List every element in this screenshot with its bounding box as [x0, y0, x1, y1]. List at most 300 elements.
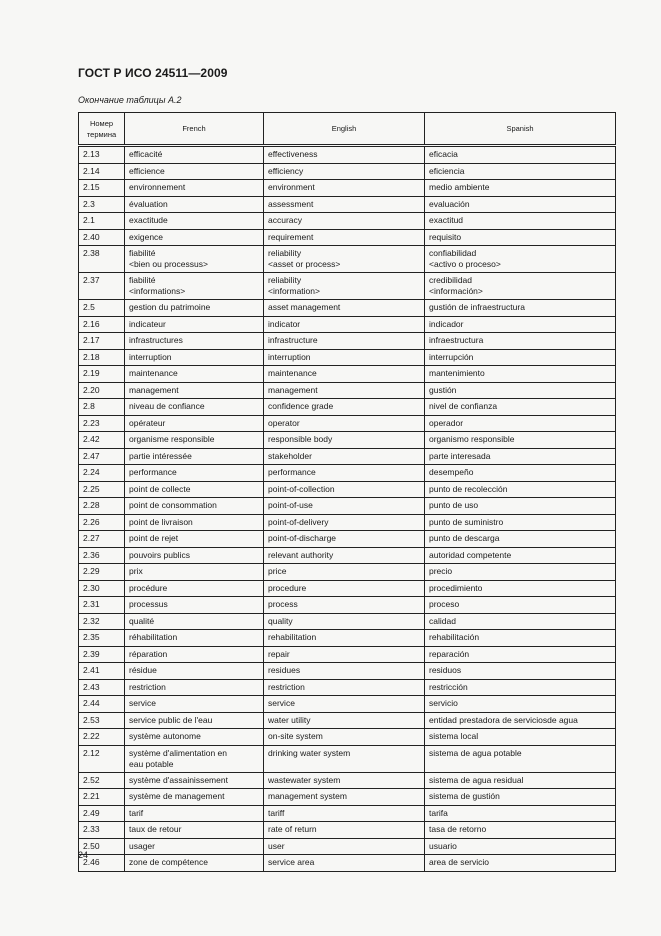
french-term-cell [125, 415, 264, 432]
spanish-term-cell-text: entidad prestadora de serviciosde agua [429, 714, 578, 725]
spanish-term-cell-text: evaluación [429, 198, 470, 209]
term-number-cell-text: 2.50 [83, 840, 100, 851]
french-term-cell-text: processus [129, 599, 168, 609]
term-number-cell [79, 531, 125, 548]
french-term-cell-text: point de livraison [129, 516, 193, 527]
english-term-cell [264, 547, 425, 564]
french-term-cell [125, 366, 264, 383]
french-term-cell-text: point de rejet [129, 533, 179, 543]
french-term-cell [125, 246, 264, 273]
term-number-cell [79, 498, 125, 515]
french-term-cell [125, 333, 264, 350]
french-term-cell [125, 180, 264, 197]
english-term-cell-text: service area [268, 857, 315, 867]
spanish-term-cell [425, 498, 616, 515]
french-term-cell-text: niveau de confiance [129, 401, 205, 411]
term-number-cell-text: 2.39 [83, 648, 100, 659]
english-term-cell-text: interruption [268, 351, 311, 362]
spanish-term-cell-text: punto de uso [429, 500, 479, 510]
term-number-cell [79, 679, 125, 696]
term-number-cell-text: 2.12 [83, 747, 100, 758]
french-term-cell-text: procédure [129, 582, 168, 593]
table-row [79, 382, 616, 399]
french-term-cell-text: système autonome [129, 731, 201, 741]
english-term-cell [264, 229, 425, 246]
term-number-cell-text: 2.35 [83, 632, 100, 642]
spanish-term-cell-text: confiabilidad [429, 248, 477, 258]
term-number-cell [79, 246, 125, 273]
french-term-cell-text: indicateur [129, 318, 166, 329]
english-term-cell-text: process [268, 599, 298, 609]
spanish-term-cell-text: usuario [429, 840, 457, 851]
english-term-cell [264, 855, 425, 872]
term-number-cell-text: 2.47 [83, 450, 100, 461]
table-row [79, 838, 616, 855]
spanish-term-cell-text: punto de suministro [429, 516, 504, 527]
term-number-cell-text: 2.19 [83, 368, 100, 378]
spanish-term-cell [425, 613, 616, 630]
term-number-cell [79, 180, 125, 197]
term-number-cell [79, 696, 125, 713]
french-term-cell-text: résidue [129, 665, 157, 675]
french-term-cell [125, 789, 264, 806]
english-term-cell [264, 696, 425, 713]
english-term-cell-text: service [268, 698, 295, 708]
term-number-cell-text: 2.25 [83, 483, 100, 494]
spanish-term-cell [425, 745, 616, 772]
french-term-cell [125, 630, 264, 647]
french-term-cell [125, 316, 264, 333]
english-term-cell [264, 246, 425, 273]
english-term-cell-text: relevant authority [268, 549, 334, 560]
table-row [79, 316, 616, 333]
french-term-cell [125, 481, 264, 498]
spanish-term-cell [425, 229, 616, 246]
french-term-cell-text: efficience [129, 165, 165, 176]
term-number-cell-text: 2.8 [83, 401, 95, 411]
english-term-cell [264, 448, 425, 465]
term-number-cell [79, 712, 125, 729]
spanish-term-cell [425, 300, 616, 317]
spanish-term-cell [425, 273, 616, 300]
english-term-cell-text: residues [268, 665, 301, 675]
english-term-cell-text: drinking water system [268, 747, 351, 758]
english-term-cell [264, 366, 425, 383]
french-term-cell-text: interruption [129, 351, 172, 362]
english-term-cell [264, 613, 425, 630]
french-term-cell [125, 531, 264, 548]
spanish-term-cell-text: nivel de confianza [429, 401, 498, 411]
table-row [79, 196, 616, 213]
spanish-term-cell [425, 415, 616, 432]
term-number-cell [79, 448, 125, 465]
term-number-cell-text: 2.46 [83, 857, 100, 867]
term-number-cell-text: 2.52 [83, 774, 100, 785]
spanish-term-cell-text: operador [429, 417, 464, 428]
spanish-term-cell [425, 597, 616, 614]
spanish-term-cell [425, 196, 616, 213]
spanish-term-cell-text: restricción [429, 681, 468, 692]
english-term-cell [264, 514, 425, 531]
spanish-term-cell [425, 663, 616, 680]
spanish-term-cell-text: requisito [429, 231, 462, 242]
french-term-cell [125, 838, 264, 855]
french-term-cell [125, 597, 264, 614]
spanish-term-cell-text: eficacia [429, 149, 458, 159]
english-term-cell [264, 415, 425, 432]
english-term-cell [264, 163, 425, 180]
term-number-cell [79, 580, 125, 597]
french-term-cell-text: prix [129, 566, 143, 576]
english-term-cell-text: reliability [268, 275, 302, 285]
english-term-cell-text: asset management [268, 302, 341, 312]
french-term-cell [125, 382, 264, 399]
spanish-term-cell [425, 246, 616, 273]
spanish-term-cell-text: sistema de agua residual [429, 774, 524, 785]
french-term-cell [125, 547, 264, 564]
term-number-cell [79, 564, 125, 581]
spanish-term-cell [425, 465, 616, 482]
spanish-term-cell [425, 382, 616, 399]
term-number-cell [79, 273, 125, 300]
spanish-term-cell-text: reparación [429, 648, 470, 659]
spanish-term-cell-text: sistema de gustión [429, 791, 500, 801]
term-number-cell-text: 2.26 [83, 516, 100, 527]
french-term-cell [125, 300, 264, 317]
spanish-term-cell [425, 772, 616, 789]
spanish-term-cell [425, 481, 616, 498]
term-number-cell [79, 745, 125, 772]
french-term-cell-text: service public de l'eau [129, 714, 213, 725]
table-row [79, 399, 616, 416]
term-number-cell [79, 514, 125, 531]
english-term-cell [264, 498, 425, 515]
term-number-cell-text: 2.38 [83, 248, 100, 258]
spanish-term-cell [425, 805, 616, 822]
english-term-cell [264, 146, 425, 164]
french-term-cell-text: fiabilité [129, 275, 156, 285]
english-term-cell [264, 580, 425, 597]
term-number-cell-text: 2.49 [83, 807, 100, 818]
english-term-cell [264, 772, 425, 789]
table-row [79, 432, 616, 449]
english-term-cell [264, 465, 425, 482]
table-row [79, 772, 616, 789]
spanish-term-cell-text: tarifa [429, 807, 448, 818]
column-header-french: French [125, 113, 264, 146]
term-number-cell-text: 2.29 [83, 566, 100, 576]
term-number-cell [79, 213, 125, 230]
english-term-cell-text: responsible body [268, 434, 333, 444]
spanish-term-cell-text: infraestructura [429, 335, 484, 345]
term-number-cell-text: 2.40 [83, 231, 100, 242]
french-term-cell-text: taux de retour [129, 824, 182, 834]
french-term-cell-text: pouvoirs publics [129, 549, 190, 560]
page-number: 24 [78, 850, 89, 860]
english-term-cell-text: management system [268, 791, 347, 801]
english-term-cell-text: accuracy [268, 215, 303, 225]
term-number-cell-text: 2.27 [83, 533, 100, 543]
term-number-cell [79, 729, 125, 746]
term-number-cell-text: 2.1 [83, 215, 95, 225]
english-term-cell [264, 382, 425, 399]
french-term-cell [125, 646, 264, 663]
english-term-cell-text: environment [268, 182, 315, 192]
table-row [79, 646, 616, 663]
spanish-term-cell-text: precio [429, 566, 453, 576]
french-term-cell-text: système d'assainissement [129, 774, 228, 785]
spanish-term-cell [425, 349, 616, 366]
english-term-cell [264, 399, 425, 416]
term-number-cell [79, 300, 125, 317]
spanish-term-cell-text: gustión [429, 384, 457, 395]
table-row [79, 180, 616, 197]
english-term-cell-text: restriction [268, 681, 305, 692]
english-term-cell-text: requirement [268, 231, 314, 242]
english-term-cell [264, 333, 425, 350]
french-term-cell-qualifier: <bien ou processus> [129, 259, 208, 269]
english-term-cell [264, 630, 425, 647]
french-term-cell-text: service [129, 698, 156, 708]
column-header-english: English [264, 113, 425, 146]
table-row [79, 547, 616, 564]
spanish-term-cell-text: indicador [429, 318, 464, 329]
english-term-cell-qualifier: <asset or process> [268, 259, 341, 269]
term-number-cell-text: 2.20 [83, 384, 100, 395]
english-term-cell-qualifier: <information> [268, 286, 320, 296]
french-term-cell [125, 514, 264, 531]
term-number-cell [79, 789, 125, 806]
spanish-term-cell-text: autoridad competente [429, 549, 512, 560]
french-term-cell [125, 213, 264, 230]
table-header-row [79, 113, 616, 146]
term-number-cell [79, 481, 125, 498]
english-term-cell-text: infrastructure [268, 335, 318, 345]
english-term-cell-text: point-of-collection [268, 483, 335, 494]
spanish-term-cell [425, 822, 616, 839]
french-term-cell-text: performance [129, 467, 177, 477]
table-row [79, 246, 616, 273]
term-number-cell [79, 415, 125, 432]
english-term-cell [264, 646, 425, 663]
term-number-cell-text: 2.18 [83, 351, 100, 362]
english-term-cell-text: wastewater system [268, 774, 341, 785]
spanish-term-cell [425, 646, 616, 663]
spanish-term-cell [425, 564, 616, 581]
french-term-cell [125, 229, 264, 246]
french-term-cell [125, 663, 264, 680]
spanish-term-cell [425, 855, 616, 872]
spanish-term-cell [425, 580, 616, 597]
term-number-cell [79, 382, 125, 399]
spanish-term-cell-text: eficiencia [429, 165, 465, 176]
table-row [79, 630, 616, 647]
english-term-cell-text: effectiveness [268, 149, 318, 159]
english-term-cell [264, 679, 425, 696]
french-term-cell-text: gestion du patrimoine [129, 302, 211, 312]
term-number-cell-text: 2.28 [83, 500, 100, 510]
french-term-cell [125, 696, 264, 713]
term-number-cell [79, 229, 125, 246]
spanish-term-cell [425, 213, 616, 230]
table-row [79, 597, 616, 614]
term-number-cell [79, 399, 125, 416]
english-term-cell-text: operator [268, 417, 300, 428]
spanish-term-cell-text: residuos [429, 665, 462, 675]
english-term-cell [264, 432, 425, 449]
term-number-cell-text: 2.22 [83, 731, 100, 741]
french-term-cell [125, 273, 264, 300]
french-term-cell [125, 772, 264, 789]
english-term-cell-text: rate of return [268, 824, 317, 834]
english-term-cell-text: efficiency [268, 165, 304, 176]
table-row [79, 613, 616, 630]
table-row [79, 465, 616, 482]
french-term-cell-text: réparation [129, 648, 168, 659]
spanish-term-cell [425, 838, 616, 855]
spanish-term-cell-text: punto de recolección [429, 483, 508, 494]
french-term-cell-text: point de consommation [129, 500, 217, 510]
term-number-cell-text: 2.41 [83, 665, 100, 675]
spanish-term-cell [425, 696, 616, 713]
term-number-cell [79, 822, 125, 839]
term-number-cell [79, 432, 125, 449]
french-term-cell [125, 805, 264, 822]
column-header-spanish: Spanish [425, 113, 616, 146]
table-row [79, 213, 616, 230]
english-term-cell-text: performance [268, 467, 316, 477]
english-term-cell [264, 273, 425, 300]
english-term-cell-text: repair [268, 648, 290, 659]
table-row [79, 663, 616, 680]
english-term-cell-text: management [268, 384, 318, 395]
french-term-cell [125, 729, 264, 746]
french-term-cell-text: environnement [129, 182, 186, 192]
english-term-cell [264, 745, 425, 772]
spanish-term-cell [425, 630, 616, 647]
french-term-cell-qualifier: eau potable [129, 758, 174, 769]
term-number-cell-text: 2.43 [83, 681, 100, 692]
table-row [79, 855, 616, 872]
table-row [79, 745, 616, 772]
spanish-term-cell [425, 366, 616, 383]
english-term-cell [264, 838, 425, 855]
term-number-cell-text: 2.37 [83, 275, 100, 285]
french-term-cell [125, 855, 264, 872]
spanish-term-cell [425, 180, 616, 197]
english-term-cell-text: procedure [268, 582, 307, 593]
english-term-cell-text: confidence grade [268, 401, 334, 411]
spanish-term-cell-text: procedimiento [429, 582, 483, 593]
table-row [79, 564, 616, 581]
english-term-cell-text: reliability [268, 248, 302, 258]
french-term-cell-text: management [129, 384, 179, 395]
term-number-cell-text: 2.13 [83, 149, 100, 159]
table-row [79, 580, 616, 597]
table-row [79, 822, 616, 839]
table-row [79, 729, 616, 746]
english-term-cell [264, 663, 425, 680]
table-row [79, 146, 616, 164]
term-number-cell [79, 366, 125, 383]
spanish-term-cell [425, 432, 616, 449]
term-number-cell-text: 2.32 [83, 615, 100, 626]
spanish-term-cell-text: punto de descarga [429, 533, 500, 543]
french-term-cell [125, 580, 264, 597]
spanish-term-cell-text: credibilidad [429, 275, 472, 285]
french-term-cell [125, 432, 264, 449]
french-term-cell-text: système de management [129, 791, 225, 801]
english-term-cell [264, 213, 425, 230]
english-term-cell [264, 481, 425, 498]
term-number-cell [79, 316, 125, 333]
spanish-term-cell [425, 712, 616, 729]
french-term-cell-text: exigence [129, 231, 164, 242]
table-row [79, 415, 616, 432]
english-term-cell-text: point-of-delivery [268, 516, 329, 527]
term-number-cell [79, 146, 125, 164]
term-number-cell [79, 630, 125, 647]
table-row [79, 712, 616, 729]
english-term-cell [264, 564, 425, 581]
table-row [79, 481, 616, 498]
term-number-cell-text: 2.15 [83, 182, 100, 192]
term-number-cell-text: 2.36 [83, 549, 100, 560]
spanish-term-cell-text: organismo responsible [429, 434, 515, 444]
english-term-cell [264, 729, 425, 746]
french-term-cell-text: qualité [129, 615, 155, 626]
table-row [79, 366, 616, 383]
spanish-term-cell-text: area de servicio [429, 857, 490, 867]
spanish-term-cell-text: interrupción [429, 351, 474, 362]
table-row [79, 805, 616, 822]
term-number-cell-text: 2.33 [83, 824, 100, 834]
term-number-cell-text: 2.31 [83, 599, 100, 609]
french-term-cell [125, 712, 264, 729]
english-term-cell [264, 349, 425, 366]
french-term-cell-text: opérateur [129, 417, 166, 428]
french-term-cell [125, 745, 264, 772]
english-term-cell-text: assessment [268, 198, 314, 209]
spanish-term-cell [425, 146, 616, 164]
term-number-cell [79, 663, 125, 680]
spanish-term-cell [425, 789, 616, 806]
table-caption: Окончание таблицы А.2 [78, 95, 182, 105]
french-term-cell [125, 146, 264, 164]
table-row [79, 498, 616, 515]
english-term-cell-text: user [268, 840, 285, 851]
table-row [79, 163, 616, 180]
french-term-cell-text: restriction [129, 681, 166, 692]
table-row [79, 229, 616, 246]
table-row [79, 273, 616, 300]
spanish-term-cell [425, 514, 616, 531]
french-term-cell [125, 448, 264, 465]
term-number-cell-text: 2.24 [83, 467, 100, 477]
english-term-cell-text: point-of-use [268, 500, 313, 510]
english-term-cell-text: point-of-discharge [268, 533, 337, 543]
spanish-term-cell-text: sistema de agua potable [429, 747, 522, 758]
table-row [79, 679, 616, 696]
term-number-cell [79, 465, 125, 482]
term-number-cell-text: 2.42 [83, 434, 100, 444]
english-term-cell [264, 789, 425, 806]
term-number-cell [79, 646, 125, 663]
french-term-cell-text: réhabilitation [129, 632, 178, 642]
french-term-cell-text: système d'alimentation en [129, 747, 228, 758]
english-term-cell-text: on-site system [268, 731, 323, 741]
french-term-cell-text: organisme responsible [129, 434, 215, 444]
